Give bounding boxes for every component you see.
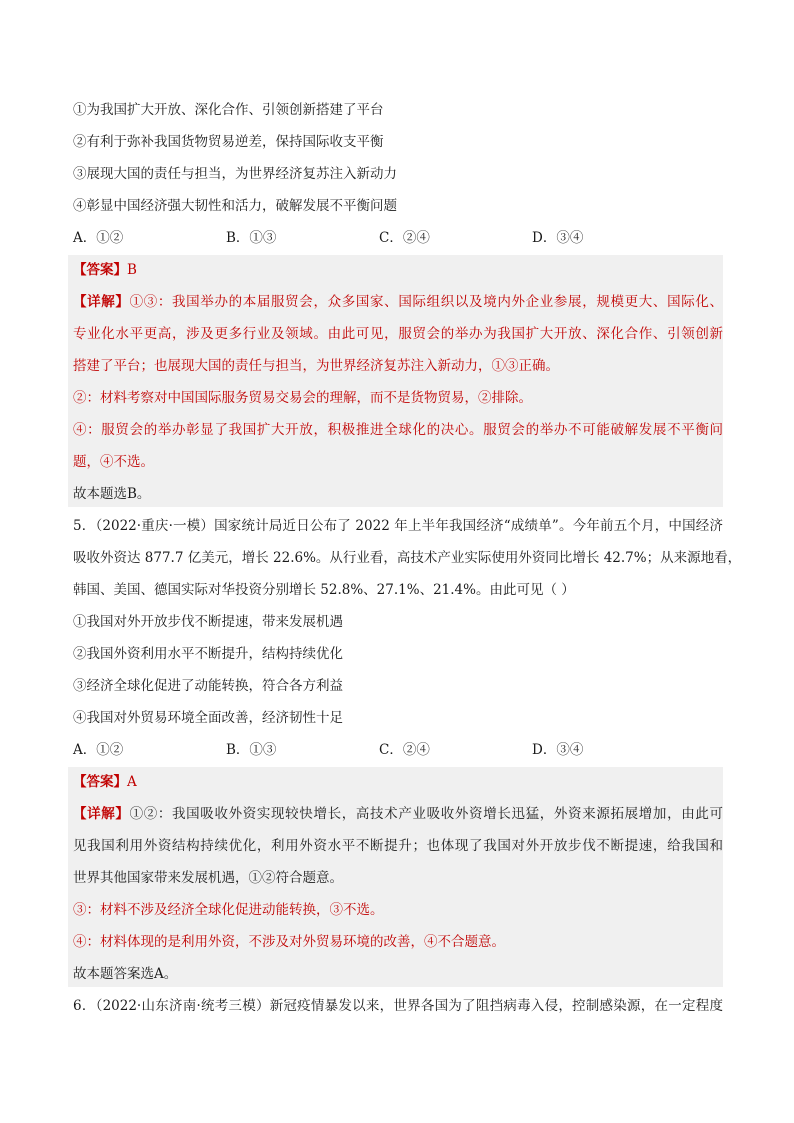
q5-reason-3: ③：材料不涉及经济全球化促进动能转换，③不选。 [73, 902, 384, 918]
q5-conclusion: 故本题答案选A。 [73, 966, 178, 982]
q4-reason-2: ②：材料考察对中国国际服务贸易交易会的理解，而不是货物贸易，②排除。 [73, 390, 532, 406]
q5-statement-2: ②我国外资利用水平不断提升，结构持续优化 [73, 646, 343, 662]
q5-answer [73, 771, 723, 793]
q4-conclusion: 故本题选B。 [73, 486, 151, 502]
q5-answer-value: A [127, 774, 137, 790]
q5-reason-4: ④：材料体现的是利用外资，不涉及对外贸易环境的改善，④不合题意。 [73, 934, 505, 950]
q4-detail-line-1 [73, 291, 723, 313]
q5-detail-label: 【详解】 [73, 806, 130, 822]
q4-statement-3: ③展现大国的责任与担当，为世界经济复苏注入新动力 [73, 166, 397, 182]
q4-option-c: C．②④ [379, 230, 430, 246]
q4-detail-line-3: 搭建了平台；也展现大国的责任与担当，为世界经济复苏注入新动力，①③正确。 [73, 358, 559, 374]
q5-options [73, 739, 723, 761]
q5-stem-line-3: 韩国、美国、德国实际对华投资分别增长 52.8%、27.1%、21.4%。由此可见（ ） [73, 582, 575, 598]
q5-statement-4: ④我国对外贸易环境全面改善，经济韧性十足 [73, 710, 343, 726]
q5-option-d: D．③④ [532, 742, 584, 758]
q4-answer-value: B [127, 262, 137, 278]
q5-detail-line-3: 世界其他国家带来发展机遇，①②符合题意。 [73, 870, 343, 886]
q4-option-a: A．①② [73, 230, 124, 246]
q5-statement-1: ①我国对外开放步伐不断提速，带来发展机遇 [73, 614, 343, 630]
q5-option-c: C．②④ [379, 742, 430, 758]
q4-detail-label: 【详解】 [73, 294, 130, 310]
q4-options [73, 227, 723, 249]
q5-stem-line-1: 5．（2022·重庆·一模）国家统计局近日公布了 2022 年上半年我国经济“成绩单”。今年前五个月，中国经济 [73, 518, 723, 534]
q5-option-b: B．①③ [226, 742, 277, 758]
q5-stem-line-2: 吸收外资达 877.7 亿美元，增长 22.6%。从行业看，高技术产业实际使用外资同比增长 42.7%；从来源地看， [73, 550, 742, 566]
q4-option-b: B．①③ [226, 230, 277, 246]
q4-statement-4: ④彰显中国经济强大韧性和活力，破解发展不平衡问题 [73, 198, 397, 214]
q5-detail-line-1 [73, 803, 723, 825]
q5-answer-label: 【答案】 [73, 774, 127, 790]
q4-statement-2: ②有利于弥补我国货物贸易逆差，保持国际收支平衡 [73, 134, 384, 150]
q4-reason-4: ④：服贸会的举办彰显了我国扩大开放，积极推进全球化的决心。服贸会的举办不可能破解发展不平衡问 [73, 422, 723, 438]
q4-reason-4-cont: 题，④不选。 [73, 454, 154, 470]
q4-detail-line-2: 专业化水平更高，涉及更多行业及领域。由此可见，服贸会的举办为我国扩大开放、深化合作、引领创新 [73, 326, 723, 342]
q5-statement-3: ③经济全球化促进了动能转换，符合各方利益 [73, 678, 343, 694]
q5-detail-line-2: 见我国利用外资结构持续优化，利用外资水平不断提升；也体现了我国对外开放步伐不断提速，给我国和 [73, 838, 723, 854]
q5-option-a: A．①② [73, 742, 124, 758]
q4-detail-text-1: ①③：我国举办的本届服贸会，众多国家、国际组织以及境内外企业参展，规模更大、国际化、 [129, 294, 723, 310]
q4-answer [73, 259, 723, 281]
q4-answer-label: 【答案】 [73, 262, 127, 278]
q5-detail-text-1: ①②：我国吸收外资实现较快增长，高技术产业吸收外资增长迅猛，外资来源拓展增加，由此可 [129, 806, 723, 822]
q4-option-d: D．③④ [532, 230, 584, 246]
q6-stem-line-1: 6．（2022·山东济南·统考三模）新冠疫情暴发以来，世界各国为了阻挡病毒入侵，控制感染源，在一定程度 [73, 998, 723, 1014]
q4-statement-1: ①为我国扩大开放、深化合作、引领创新搭建了平台 [73, 102, 384, 118]
